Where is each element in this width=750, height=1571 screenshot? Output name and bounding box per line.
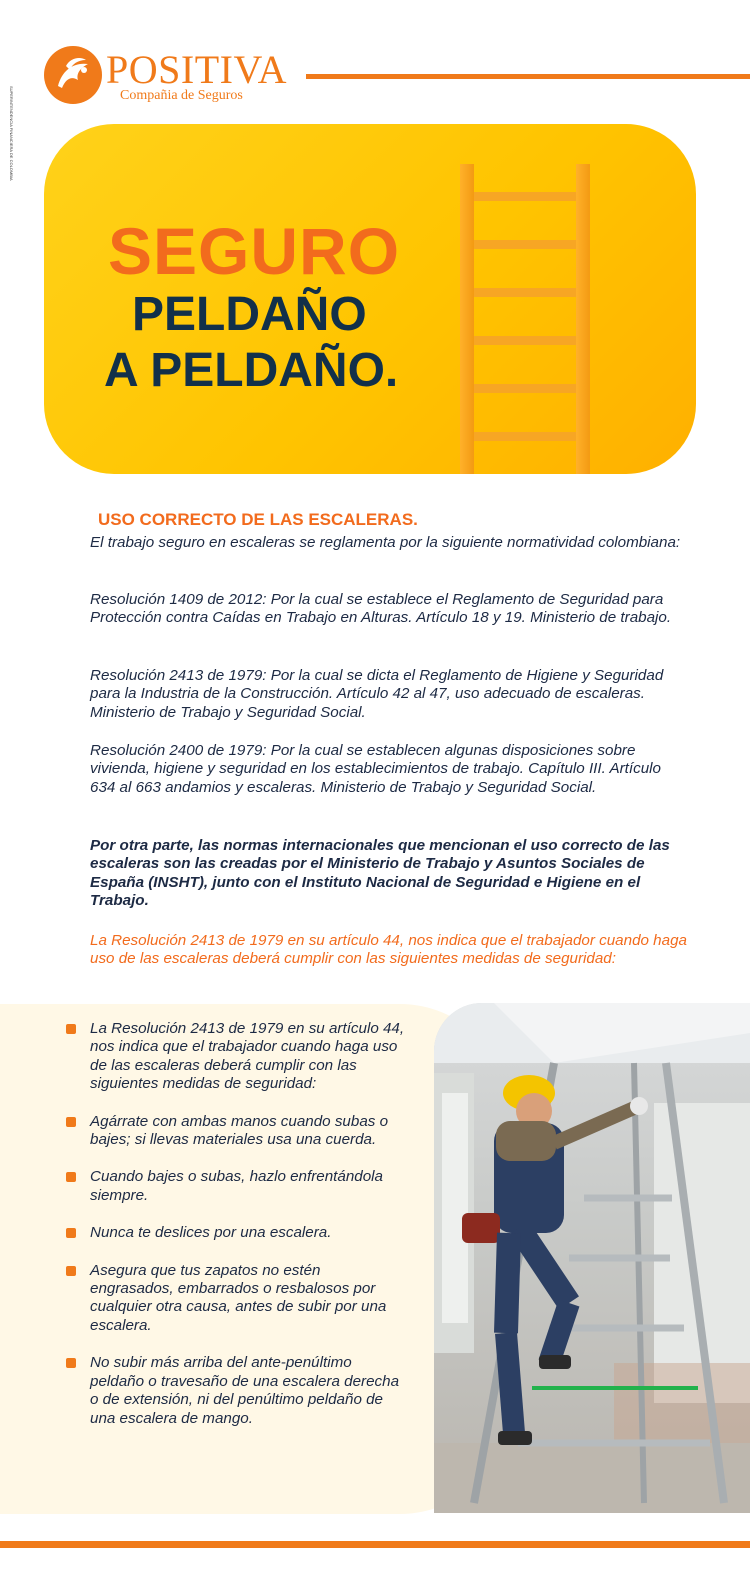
list-item-text: No subir más arriba del ante-penúltimo peldaño o travesaño de una escalera derecha o de extensión, ni del penúltimo peldaño de una escalera de mango. <box>90 1354 400 1427</box>
highlight-paragraph: La Resolución 2413 de 1979 en su artículo 44, nos indica que el trabajador cuando haga uso de las escaleras deberá cumplir con las siguientes medidas de seguridad: <box>90 932 687 968</box>
list-item-text: Nunca te deslices por una escalera. <box>90 1224 332 1242</box>
hero-title-seguro: SEGURO <box>108 214 401 288</box>
bullet-square-icon <box>66 1172 76 1182</box>
brand-logo <box>40 44 288 108</box>
intro-paragraph: El trabajo seguro en escaleras se reglamenta por la siguiente normatividad colombiana: <box>90 534 681 551</box>
section-title: USO CORRECTO DE LAS ESCALERAS. <box>98 510 418 529</box>
worker-on-ladder-photo <box>434 1003 750 1513</box>
bullet-square-icon <box>66 1358 76 1368</box>
logo-bird-icon <box>44 46 102 104</box>
safety-measures-list <box>66 1020 406 1447</box>
resolution-2413-paragraph: Resolución 2413 de 1979: Por la cual se dicta el Reglamento de Higiene y Seguridad para la Industria de la Construcción. Artículo 42 al 47, uso adecuado de escaleras. Ministerio de Trabajo y Seguridad Social. <box>90 667 664 721</box>
ladder-illustration <box>454 164 592 474</box>
list-item <box>66 1113 406 1150</box>
international-norms-paragraph: Por otra parte, las normas internacionales que mencionan el uso correcto de las escaleras son las creadas por el Ministerio de Trabajo y Asuntos Sociales de España (INSHT), junto con el Instituto Nacional de Seguridad e Higiene en el Trabajo. <box>90 837 670 910</box>
list-item-text: Asegura que tus zapatos no estén engrasados, embarrados o resbalosos por cualquier otra causa, antes de subir por una escalera. <box>90 1261 387 1334</box>
list-item-text: Cuando bajes o subas, hazlo enfrentándola siempre. <box>90 1168 383 1204</box>
header-divider <box>306 74 750 79</box>
list-item <box>66 1168 406 1205</box>
bullet-square-icon <box>66 1266 76 1276</box>
regulator-text: SUPERINTENDENCIA FINANCIERA DE COLOMBIA <box>9 86 14 181</box>
resolution-1409-paragraph: Resolución 1409 de 2012: Por la cual se establece el Reglamento de Seguridad para Protección contra Caídas en Trabajo en Alturas. Artículo 18 y 19. Ministerio de trabajo. <box>90 591 672 627</box>
hero-banner <box>44 124 696 474</box>
list-item <box>66 1224 406 1242</box>
list-item-text: Agárrate con ambas manos cuando subas o bajes; si llevas materiales usa una cuerda. <box>90 1112 389 1149</box>
list-item <box>66 1354 406 1428</box>
list-item <box>66 1262 406 1336</box>
brand-name: POSITIVA <box>106 47 288 92</box>
resolution-2400-paragraph: Resolución 2400 de 1979: Por la cual se establecen algunas disposiciones sobre vivienda, higiene y seguridad en los establecimientos de trabajo. Capítulo III. Artículo 634 al 663 andamios y escaleras. Ministerio de Trabajo y Seguridad Social. <box>90 742 661 796</box>
brand-subtitle: Compañia de Seguros <box>120 88 243 103</box>
hero-title-a-peldano: A PELDAÑO. <box>104 344 399 397</box>
hero-title-peldano: PELDAÑO <box>132 288 367 341</box>
bullet-square-icon <box>66 1024 76 1034</box>
regulator-mark <box>4 86 14 181</box>
bullet-square-icon <box>66 1117 76 1127</box>
list-item-text: La Resolución 2413 de 1979 en su artículo 44, nos indica que el trabajador cuando haga uso de las escaleras deberá cumplir con las siguientes medidas de seguridad: <box>90 1020 405 1093</box>
bullet-square-icon <box>66 1228 76 1238</box>
list-item <box>66 1020 406 1094</box>
footer-divider <box>0 1541 750 1548</box>
